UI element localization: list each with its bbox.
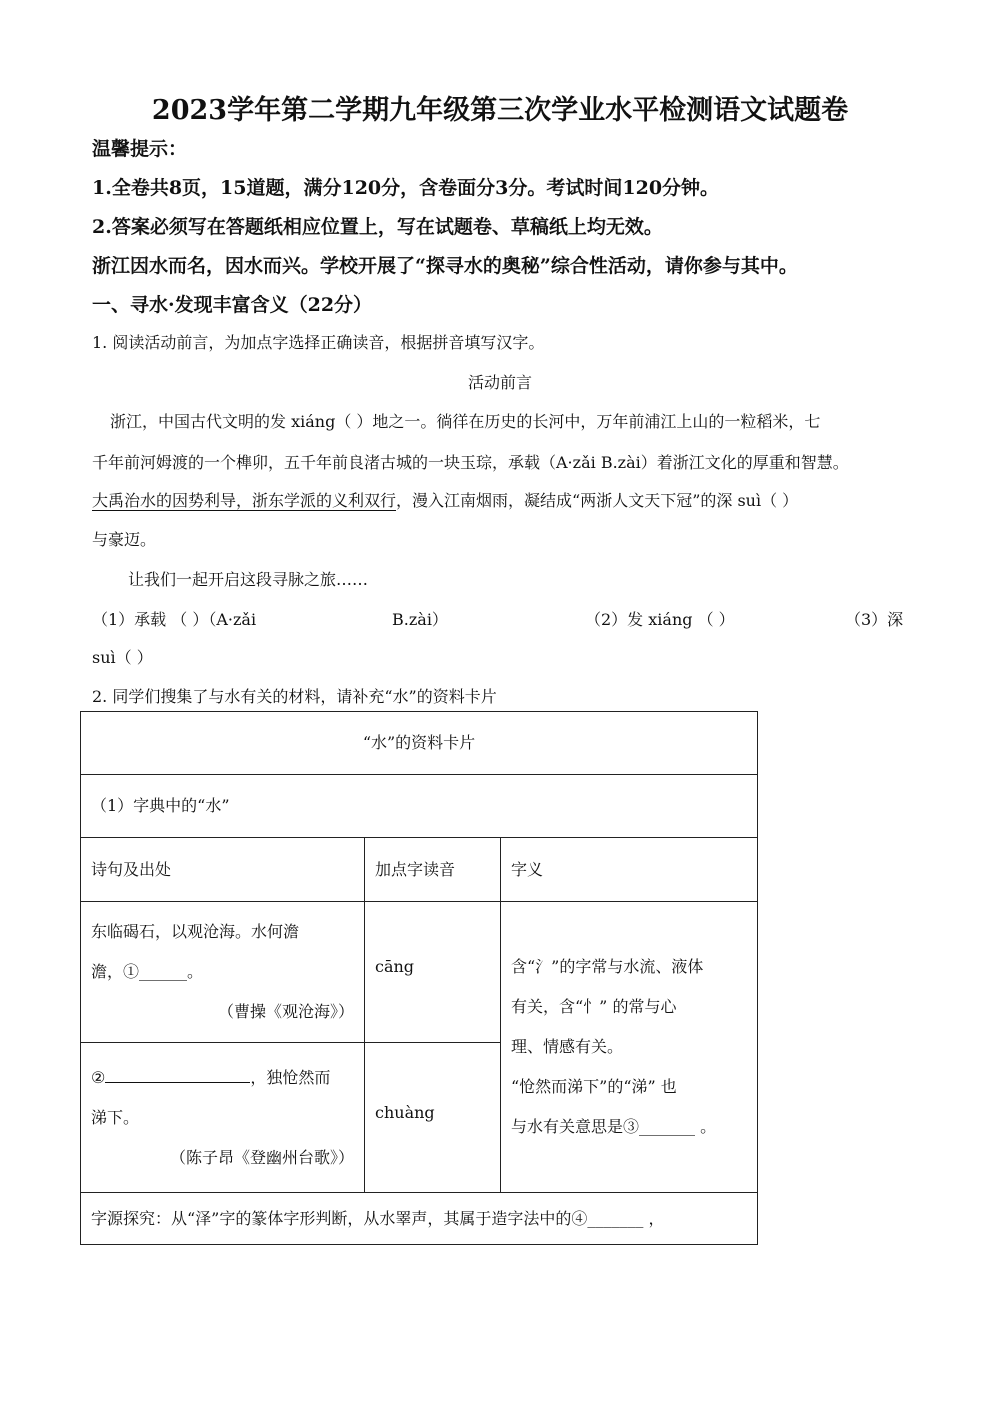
- section-heading: 一、寻水·发现丰富含义（22分）: [92, 294, 373, 316]
- row-2-line-a-rest: ，独怆然而: [250, 1067, 331, 1087]
- meaning-line-5: 与水有关意思是③_______ 。: [511, 1117, 717, 1136]
- question-1-prompt: 1. 阅读活动前言，为加点字选择正确读音，根据拼音填写汉字。: [92, 333, 545, 352]
- col-header-poem: 诗句及出处: [81, 838, 365, 902]
- passage-line-2: 千年前河姆渡的一个榫卯，五千年前良渚古城的一块玉琮，承载（A·zǎi B.zài）着浙江文化的厚重和智慧。: [92, 453, 849, 472]
- row-1-line-b: 澹，①______。: [91, 962, 204, 981]
- intro-text: 浙江因水而名，因水而兴。学校开展了“探寻水的奥秘”综合性活动，请你参与其中。: [92, 255, 798, 277]
- card-subtitle: （1）字典中的“水”: [81, 775, 758, 838]
- answer-item-3-cont: suì（ ）: [92, 648, 153, 667]
- page-title: 2023学年第二学期九年级第三次学业水平检测语文试题卷: [151, 95, 849, 126]
- tips-label: 温馨提示：: [92, 138, 188, 160]
- answer-item-1-option-b: B.zài）: [392, 610, 448, 629]
- meaning-line-4: “怆然而涕下”的“涕” 也: [511, 1077, 677, 1096]
- meaning-line-3: 理、情感有关。: [511, 1037, 624, 1056]
- row-2-line-a: [91, 1058, 354, 1098]
- answer-item-2: （2）发 xiáng （ ）: [585, 610, 735, 629]
- passage-line-3: [92, 488, 798, 511]
- row-1-pinyin: cāng: [365, 902, 501, 1043]
- passage-line-1: 浙江，中国古代文明的发 xiáng（ ）地之一。徜徉在历史的长河中，万年前浦江上山的一粒稻米，七: [110, 412, 821, 431]
- row-1-poem: [81, 902, 365, 1043]
- question-2-prompt: 2. 同学们搜集了与水有关的材料，请补充“水”的资料卡片: [92, 687, 497, 706]
- meaning-line-2: 有关，含“忄” 的常与心: [511, 997, 677, 1016]
- meaning-cell: [501, 902, 758, 1193]
- underlined-phrase: 大禹治水的因势利导，浙东学派的义利双行: [92, 491, 397, 510]
- row-2-poem: [81, 1043, 365, 1193]
- row-2-line-b: 涕下。: [91, 1107, 140, 1127]
- answer-item-3: （3）深: [845, 610, 904, 629]
- col-header-pinyin: 加点字读音: [365, 838, 501, 902]
- row-1-source: （曹操《观沧海》）: [217, 1002, 354, 1021]
- info-card-table: [80, 711, 758, 1245]
- tip-1: 1.全卷共8页，15道题，满分120分，含卷面分3分。考试时间120分钟。: [92, 177, 720, 199]
- row-2-source: （陈子昂《登幽州台歌》）: [169, 1147, 354, 1167]
- passage-line-3-rest: ，漫入江南烟雨，凝结成“两浙人文天下冠”的深 suì（ ）: [396, 491, 799, 510]
- tip-2: 2.答案必须写在答题纸相应位置上，写在试题卷、草稿纸上均无效。: [92, 216, 663, 238]
- row-2-marker: ②: [91, 1067, 106, 1087]
- row-1-line-a: 东临碣石，以观沧海。水何澹: [91, 922, 300, 941]
- row-2-pinyin: chuàng: [365, 1043, 501, 1193]
- passage-line-5: 让我们一起开启这段寻脉之旅……: [128, 570, 369, 589]
- passage-line-4: 与豪迈。: [92, 530, 157, 549]
- passage-title: 活动前言: [467, 373, 532, 392]
- meaning-line-1: 含“氵”的字常与水流、液体: [511, 957, 704, 976]
- col-header-meaning: 字义: [501, 838, 758, 902]
- card-footer: 字源探究：从“泽”字的篆体字形判断，从水睪声，其属于造字法中的④_______ ，: [81, 1193, 758, 1245]
- answer-item-1: （1）承载 （ ）（A·zǎi: [92, 610, 257, 629]
- card-title: “水”的资料卡片: [81, 712, 758, 775]
- answer-blank: [105, 1068, 250, 1083]
